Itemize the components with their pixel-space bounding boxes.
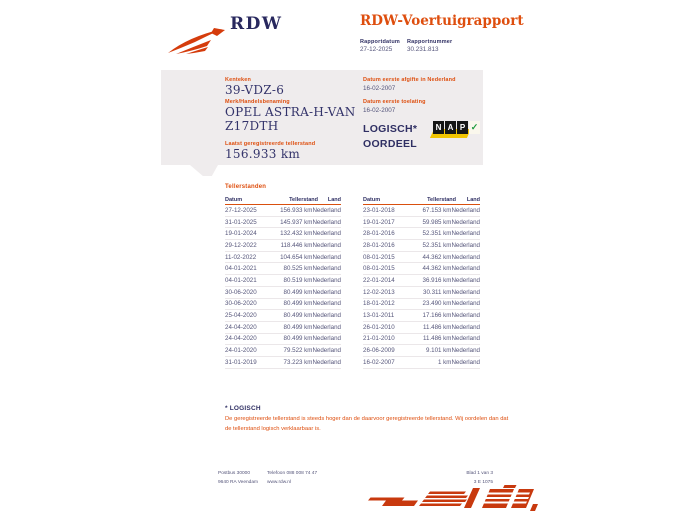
cell-land: Nederland — [312, 358, 341, 366]
cell-tellerstand: 145.937 km — [280, 218, 313, 226]
cell-datum: 11-02-2022 — [225, 253, 257, 261]
cell-land: Nederland — [451, 230, 480, 238]
kenteken-label: Kenteken — [225, 77, 251, 83]
table-row — [225, 217, 341, 229]
cell-land: Nederland — [451, 218, 480, 226]
cell-land: Nederland — [451, 335, 480, 343]
bottom-stripes-decoration — [368, 484, 538, 512]
cell-tellerstand: 44.362 km — [422, 265, 452, 273]
cell-tellerstand: 52.351 km — [422, 241, 452, 249]
cell-tellerstand: 80.499 km — [283, 312, 313, 320]
cell-datum: 22-01-2014 — [363, 276, 395, 284]
eerste-toelating-value: 16-02-2007 — [363, 107, 396, 114]
footer-address — [218, 469, 258, 487]
merk-value-line2: Z17DTH — [225, 119, 279, 133]
table-body — [225, 205, 341, 369]
tellerstanden-section-title: Tellerstanden — [225, 184, 267, 190]
table-row — [363, 287, 480, 299]
tellerstanden-table-right — [363, 193, 480, 369]
oordeel-line2: OORDEEL — [363, 138, 418, 150]
cell-tellerstand: 156.933 km — [280, 206, 313, 214]
table-row — [363, 252, 480, 264]
cell-datum: 30-06-2020 — [225, 300, 257, 308]
cell-land: Nederland — [451, 276, 480, 284]
cell-land: Nederland — [451, 323, 480, 331]
table-row — [363, 310, 480, 322]
cell-tellerstand: 80.499 km — [283, 300, 313, 308]
table-row — [363, 217, 480, 229]
table-row — [225, 322, 341, 334]
cell-land: Nederland — [312, 218, 341, 226]
table-row — [225, 334, 341, 346]
cell-tellerstand: 1 km — [438, 358, 452, 366]
cell-land: Nederland — [312, 253, 341, 261]
rdw-logo-icon — [166, 20, 226, 58]
report-date-value: 27-12-2025 — [360, 46, 393, 53]
table-header-row — [363, 193, 480, 205]
report-number-value: 30.231.813 — [407, 46, 439, 53]
cell-land: Nederland — [312, 230, 341, 238]
footer-address-line2: 9640 RA Veendam — [218, 480, 259, 485]
cell-land: Nederland — [312, 300, 341, 308]
cell-datum: 16-02-2007 — [363, 358, 395, 366]
table-row — [363, 275, 480, 287]
cell-datum: 21-01-2010 — [363, 335, 395, 343]
table-header-row — [225, 193, 341, 205]
cell-datum: 19-01-2017 — [363, 218, 395, 226]
cell-land: Nederland — [312, 276, 341, 284]
cell-land: Nederland — [451, 265, 480, 273]
tellerstanden-table-left — [225, 193, 341, 369]
kenteken-value: 39-VDZ-6 — [225, 83, 285, 97]
footer-form-code: 3 E 1075 — [473, 480, 493, 485]
cell-land: Nederland — [312, 288, 341, 296]
cell-datum: 28-01-2016 — [363, 230, 395, 238]
column-header-datum: Datum — [225, 197, 243, 203]
cell-tellerstand: 80.519 km — [283, 276, 313, 284]
cell-land: Nederland — [451, 241, 480, 249]
table-row — [363, 345, 480, 357]
footer-page-number: Blad 1 van 3 — [466, 471, 493, 476]
table-row — [363, 334, 480, 346]
table-row — [225, 310, 341, 322]
cell-tellerstand: 9.101 km — [425, 347, 452, 355]
table-row — [225, 357, 341, 369]
cell-tellerstand: 118.446 km — [280, 241, 313, 249]
cell-land: Nederland — [451, 312, 480, 320]
cell-land: Nederland — [312, 265, 341, 273]
cell-land: Nederland — [312, 312, 341, 320]
logisch-footnote-title: * LOGISCH — [225, 405, 261, 412]
cell-tellerstand: 44.362 km — [422, 253, 452, 261]
table-row — [225, 240, 341, 252]
cell-datum: 24-01-2020 — [225, 347, 257, 355]
table-row — [225, 205, 341, 217]
cell-datum: 27-12-2025 — [225, 206, 257, 214]
nap-letter-a: A — [445, 121, 456, 134]
cell-tellerstand: 23.490 km — [422, 300, 452, 308]
table-row — [225, 345, 341, 357]
cell-datum: 13-01-2011 — [363, 312, 395, 320]
table-row — [363, 357, 480, 369]
footer-address-line1: Postbus 30000 — [218, 471, 251, 476]
cell-datum: 31-01-2019 — [225, 358, 257, 366]
cell-land: Nederland — [312, 241, 341, 249]
table-body — [363, 205, 480, 369]
table-row — [363, 322, 480, 334]
column-header-land: Land — [327, 197, 341, 203]
column-header-datum: Datum — [363, 197, 381, 203]
cell-datum: 28-01-2016 — [363, 241, 395, 249]
cell-datum: 26-01-2010 — [363, 323, 395, 331]
table-row — [363, 240, 480, 252]
eerste-afgifte-value: 16-02-2007 — [363, 85, 396, 92]
cell-land: Nederland — [312, 335, 341, 343]
cell-tellerstand: 104.654 km — [280, 253, 313, 261]
cell-tellerstand: 80.499 km — [283, 288, 313, 296]
cell-datum: 24-04-2020 — [225, 323, 257, 331]
cell-tellerstand: 59.985 km — [422, 218, 452, 226]
table-row — [363, 263, 480, 275]
cell-land: Nederland — [451, 206, 480, 214]
nap-letter-p: P — [457, 121, 468, 134]
cell-tellerstand: 17.166 km — [422, 312, 452, 320]
rdw-logo-text: RDW — [230, 14, 283, 34]
footer-phone: Telefoon 088 008 74 47 — [267, 471, 318, 476]
column-header-land: Land — [466, 197, 480, 203]
cell-datum: 31-01-2025 — [225, 218, 257, 226]
report-number-label: Rapportnummer — [407, 39, 453, 45]
merk-value-line1: OPEL ASTRA-H-VAN — [225, 105, 356, 119]
laatste-tellerstand-label: Laatst geregistreerde tellerstand — [225, 141, 316, 147]
cell-tellerstand: 80.499 km — [283, 323, 313, 331]
cell-tellerstand: 73.223 km — [283, 358, 313, 366]
column-header-tellerstand: Tellerstand — [289, 197, 318, 203]
cell-datum: 26-06-2009 — [363, 347, 395, 355]
table-row — [225, 287, 341, 299]
column-header-tellerstand: Tellerstand — [427, 197, 456, 203]
footer-website: www.rdw.nl — [267, 480, 291, 485]
logisch-footnote-text: De geregistreerde tellerstand is steeds hoger dan de daarvoor geregistreerde tellerstand. Wij oordelen dan dat de tellerstand logisch verklaarbaar is. — [225, 416, 509, 432]
nap-letter-n: N — [433, 121, 444, 134]
cell-land: Nederland — [312, 206, 341, 214]
table-row — [225, 299, 341, 311]
cell-datum: 08-01-2015 — [363, 265, 395, 273]
table-row — [225, 275, 341, 287]
cell-tellerstand: 132.432 km — [280, 230, 313, 238]
cell-land: Nederland — [451, 300, 480, 308]
cell-datum: 08-01-2015 — [363, 253, 395, 261]
report-date-label: Rapportdatum — [360, 39, 400, 45]
laatste-tellerstand-value: 156.933 km — [225, 147, 301, 161]
eerste-toelating-label: Datum eerste toelating — [363, 99, 426, 105]
cell-tellerstand: 52.351 km — [422, 230, 452, 238]
cell-tellerstand: 67.153 km — [422, 206, 452, 214]
table-row — [225, 228, 341, 240]
cell-datum: 18-01-2012 — [363, 300, 395, 308]
cell-land: Nederland — [312, 323, 341, 331]
table-row — [225, 252, 341, 264]
info-box-tail-decoration — [190, 165, 218, 176]
cell-datum: 19-01-2024 — [225, 230, 257, 238]
table-row — [225, 263, 341, 275]
table-row — [363, 299, 480, 311]
cell-datum: 04-01-2021 — [225, 276, 257, 284]
cell-tellerstand: 79.522 km — [283, 347, 313, 355]
cell-tellerstand: 80.525 km — [283, 265, 313, 273]
cell-datum: 30-06-2020 — [225, 288, 257, 296]
cell-land: Nederland — [451, 253, 480, 261]
nap-checkmark-icon: ✓ — [470, 122, 479, 132]
cell-tellerstand: 30.311 km — [423, 288, 452, 296]
cell-datum: 12-02-2013 — [363, 288, 395, 296]
oordeel-line1: LOGISCH* — [363, 123, 418, 135]
cell-tellerstand: 11.486 km — [423, 335, 452, 343]
cell-land: Nederland — [451, 358, 480, 366]
cell-land: Nederland — [451, 288, 480, 296]
cell-datum: 29-12-2022 — [225, 241, 257, 249]
nap-logo — [433, 121, 483, 141]
cell-tellerstand: 80.499 km — [283, 335, 313, 343]
cell-datum: 24-04-2020 — [225, 335, 257, 343]
cell-tellerstand: 36.916 km — [422, 276, 452, 284]
eerste-afgifte-label: Datum eerste afgifte in Nederland — [363, 77, 456, 83]
table-row — [363, 228, 480, 240]
page-title: RDW-Voertuigrapport — [360, 13, 524, 29]
cell-land: Nederland — [451, 347, 480, 355]
footer-contact — [267, 469, 317, 487]
cell-datum: 04-01-2021 — [225, 265, 257, 273]
cell-datum: 23-01-2018 — [363, 206, 395, 214]
cell-land: Nederland — [312, 347, 341, 355]
merk-label: Merk/Handelsbenaming — [225, 99, 290, 105]
table-row — [363, 205, 480, 217]
cell-datum: 25-04-2020 — [225, 312, 257, 320]
cell-tellerstand: 11.486 km — [423, 323, 452, 331]
